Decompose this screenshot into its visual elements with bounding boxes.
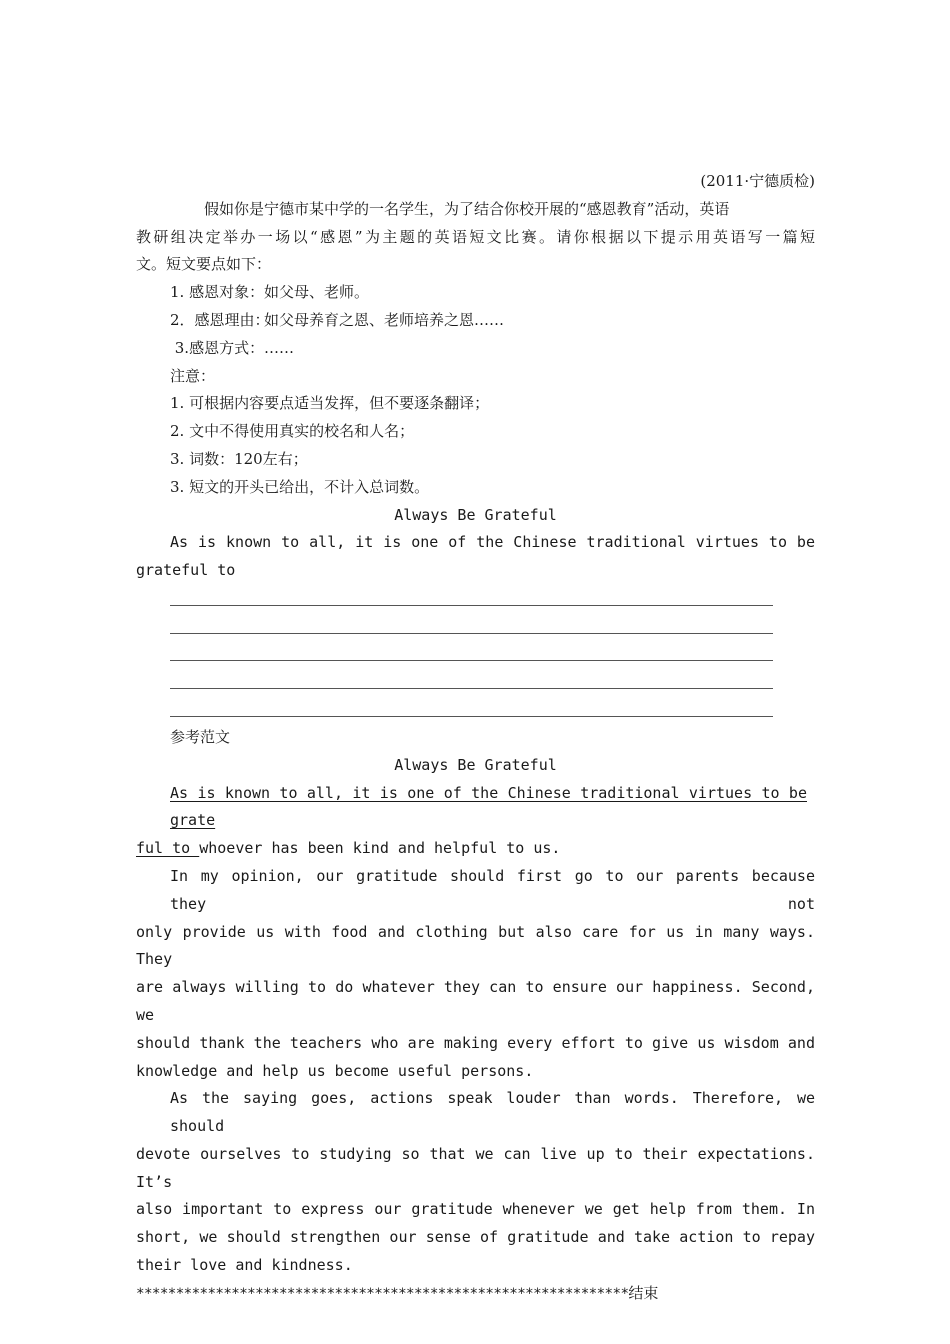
writing-line[interactable] [170,641,773,669]
writing-line[interactable] [170,585,773,613]
answer-p1-rest: whoever has been kind and helpful to us. [199,839,561,858]
essay-opening-line-1: As is known to all, it is one of the Chinese traditional virtues to be [170,533,815,552]
end-text: 结束 [628,1283,659,1302]
note-item: 3. 词数：120左右； [170,449,308,468]
answer-p3-line: As the saying goes, actions speak louder than words. Therefore, we should [170,1089,815,1136]
answer-p2-line: should thank the teachers who are making every effort to give us wisdom and [136,1033,815,1052]
underlined-opening: As is known to all, it is one of the Chinese traditional virtues to be grate [170,783,807,830]
answer-heading: 参考范文 [170,727,231,746]
point-item [136,307,815,335]
note-item: 1. 可根据内容要点适当发挥，但不要逐条翻译； [170,394,490,413]
point-label: 2．感恩理由： [170,310,270,329]
answer-p3-line: their love and kindness. [136,1256,353,1275]
answer-title: Always Be Grateful [394,755,557,774]
answer-p2-line: only provide us with food and clothing but also care for us in many ways. They [136,922,815,969]
point-item [136,279,815,307]
writing-line[interactable] [170,668,773,696]
answer-p2-line: knowledge and help us become useful persons. [136,1061,534,1080]
point-text: …… [264,338,294,357]
answer-p1-line-1 [136,780,815,836]
end-marker [136,1280,815,1309]
prompt-line-1: 假如你是宁德市某中学的一名学生，为了结合你校开展的“感恩教育”活动，英语 [204,199,730,218]
prompt-line-3: 文。短文要点如下： [136,255,272,274]
point-item [136,335,815,363]
answer-p1-line-2 [136,835,815,863]
point-label: 1. 感恩对象： [170,283,265,302]
prompt-line-2: 教研组决定举办一场以“感恩”为主题的英语短文比赛。请你根据以下提示用英语写一篇短 [136,227,815,246]
essay-opening-line-2: grateful to [136,561,236,580]
point-text: 如父母养育之恩、老师培养之恩…… [264,310,505,329]
source-label: (2011·宁德质检) [700,172,815,190]
point-label: 3.感恩方式： [170,338,265,357]
essay-title: Always Be Grateful [394,505,557,524]
point-text: 如父母、老师。 [264,283,370,302]
document-page [136,168,815,1309]
end-stars: ************************************************************** [136,1285,629,1302]
answer-p2-line: In my opinion, our gratitude should first go to our parents because they not [170,866,815,913]
answer-p3-line: devote ourselves to studying so that we can live up to their expectations. It’s [136,1144,815,1191]
writing-line[interactable] [170,613,773,641]
answer-p2-line: are always willing to do whatever they can to ensure our happiness. Second, we [136,978,815,1024]
notes-heading: 注意： [170,366,216,385]
writing-line[interactable] [170,696,773,724]
answer-p3-line: short, we should strengthen our sense of gratitude and take action to repay [136,1228,815,1247]
answer-p3-line: also important to express our gratitude whenever we get help from them. In [136,1200,815,1219]
note-item: 3. 短文的开头已给出，不计入总词数。 [170,477,430,496]
note-item: 2. 文中不得使用真实的校名和人名； [170,422,415,441]
underlined-opening-cont: ful to [136,839,200,858]
